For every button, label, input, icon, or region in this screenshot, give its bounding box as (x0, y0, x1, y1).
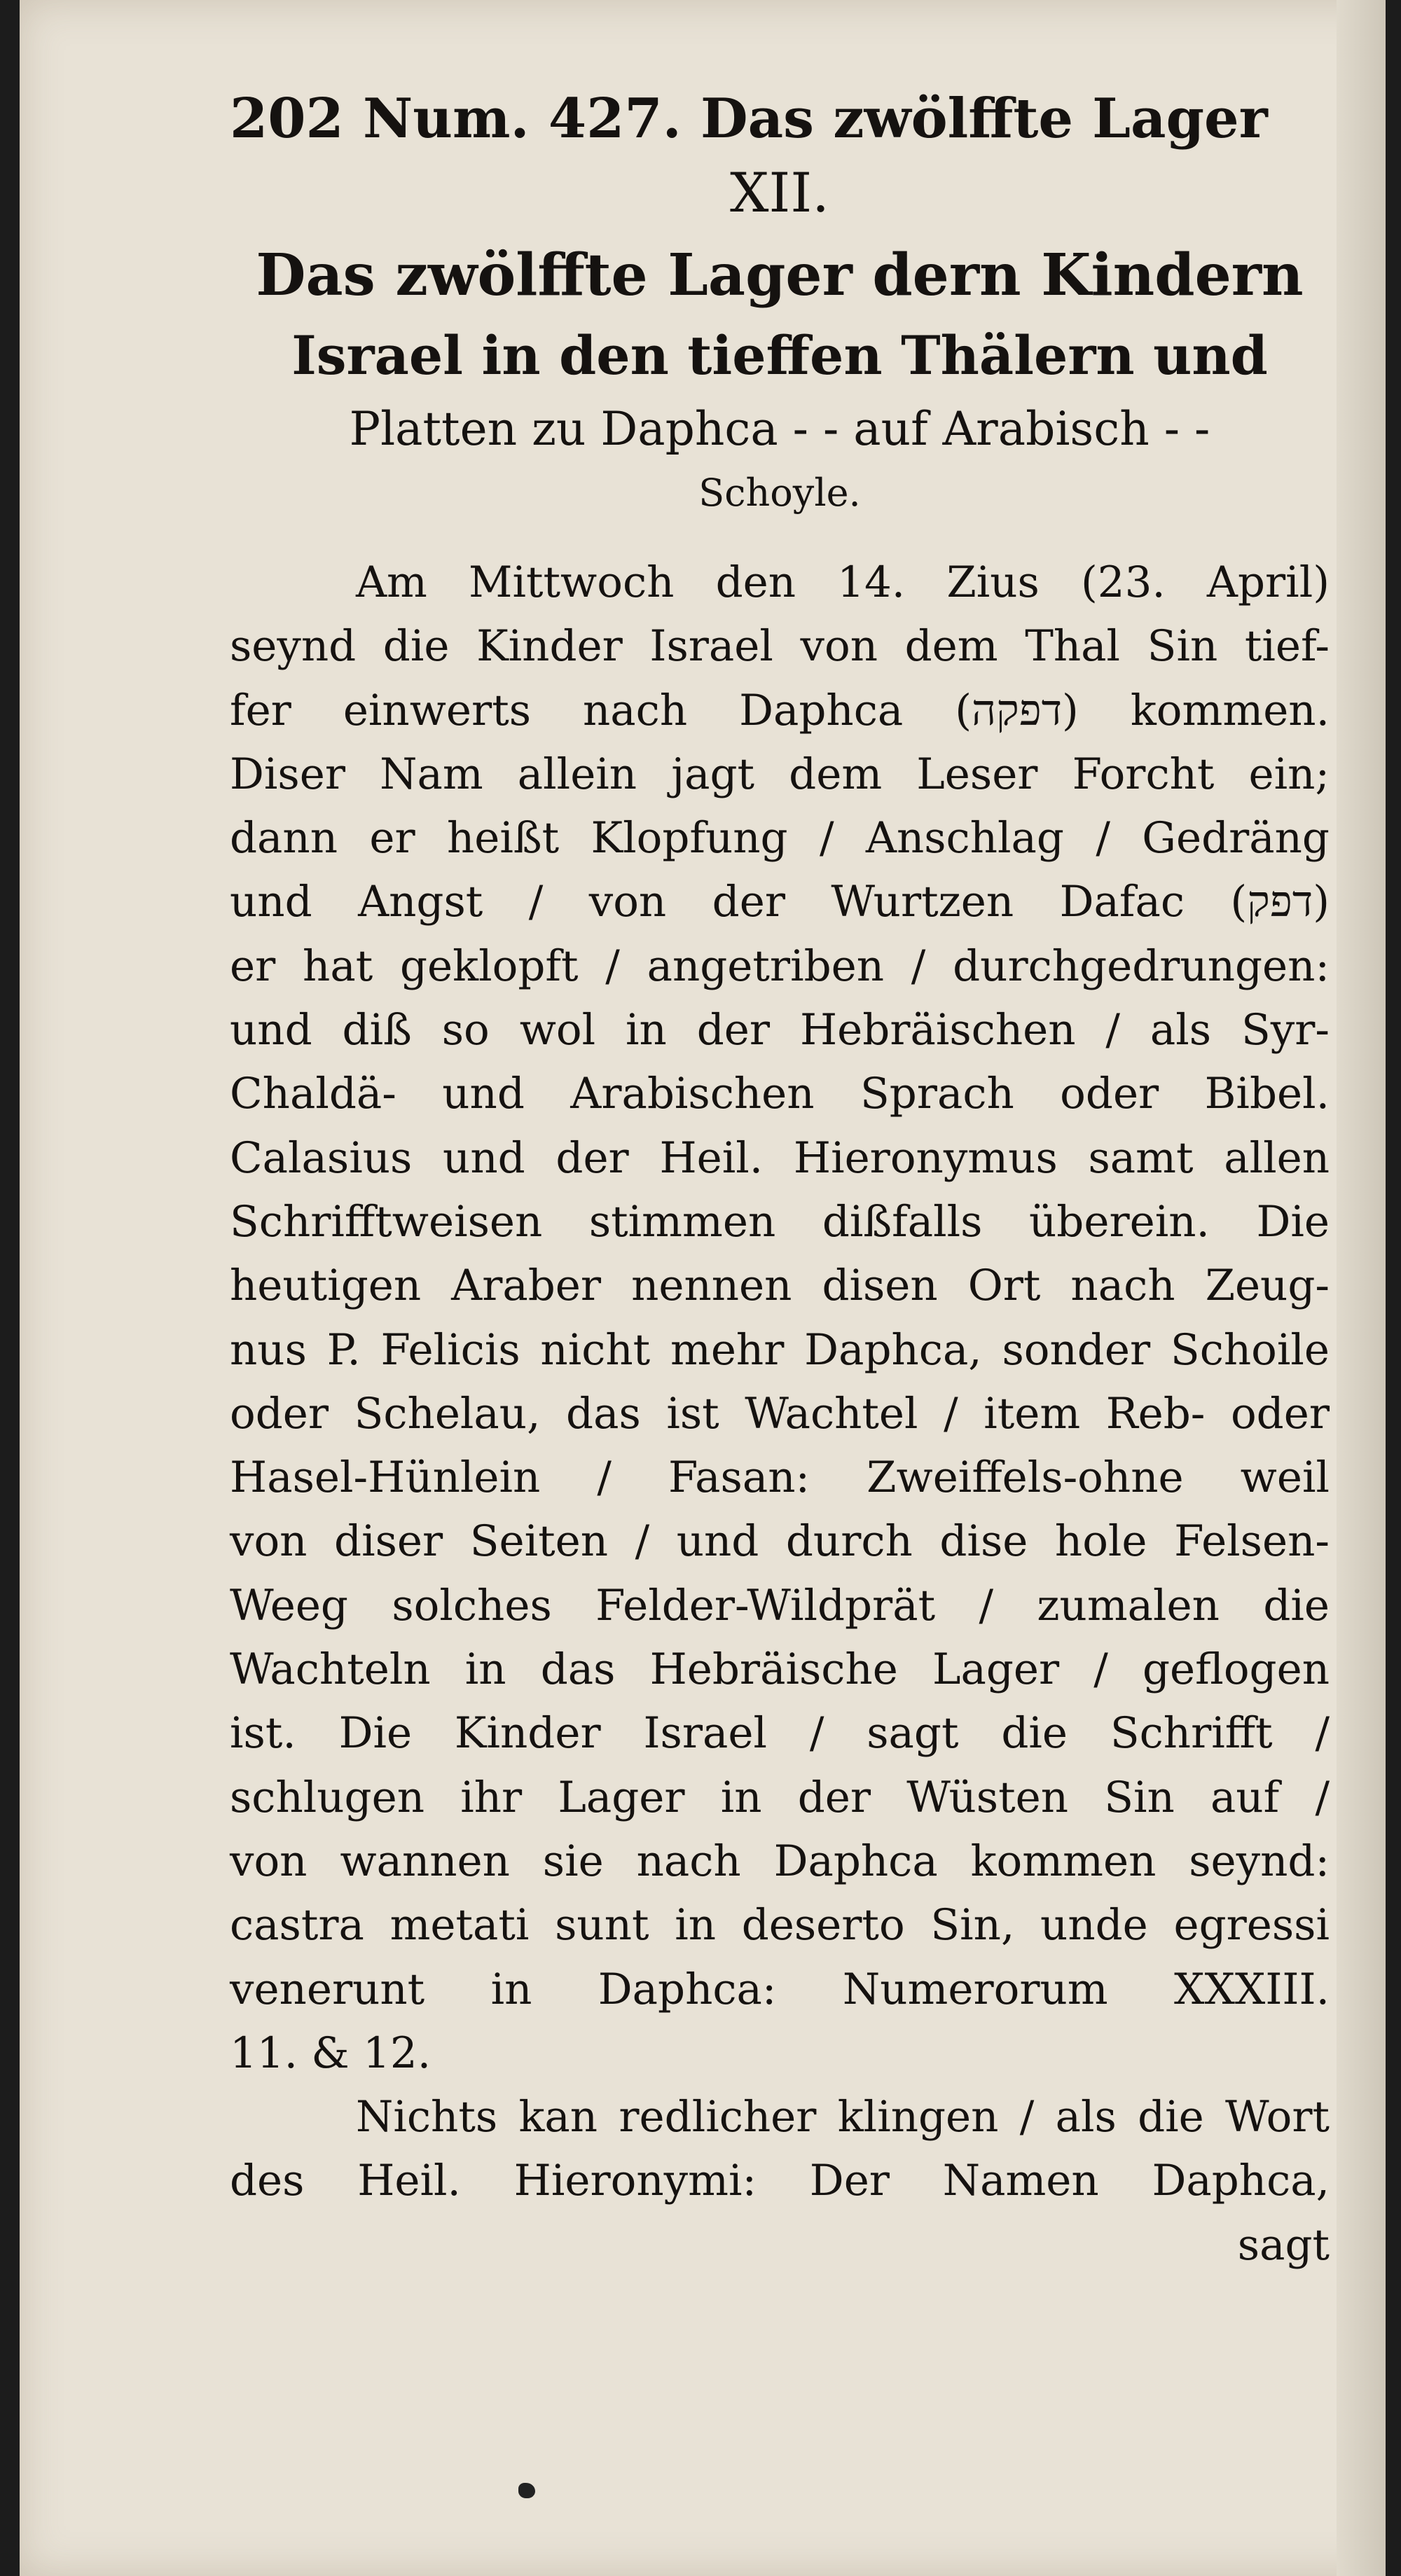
chapter-title-line: Schoyle. (698, 471, 861, 515)
section-number: XII. (730, 162, 829, 225)
text-line: heutigen Araber nennen disen Ort nach Zeug- (230, 1261, 1330, 1311)
text-line: Chaldä- und Arabischen Sprach oder Bibel. (230, 1069, 1330, 1119)
text-line: von wannen sie nach Daphca kommen seynd: (230, 1836, 1330, 1886)
text-block (230, 84, 1330, 2277)
text-line: des Heil. Hieronymi: Der Namen Daphca, (230, 2156, 1330, 2206)
body-text (230, 550, 1330, 2277)
text-line: castra metati sunt in deserto Sin, unde egressi (230, 1900, 1330, 1951)
text-line: Weeg solches Felder-Wildprät / zumalen die (230, 1580, 1330, 1630)
text-line: Hasel-Hünlein / Fasan: Zweiffels-ohne weil (230, 1453, 1330, 1503)
text-line: seynd die Kinder Israel von dem Thal Sin tief- (230, 621, 1330, 672)
running-head: 202 Num. 427. Das zwölffte Lager (230, 87, 1268, 151)
text-line: Calasius und der Heil. Hieronymus samt allen (230, 1133, 1330, 1183)
text-line: nus P. Felicis nicht mehr Daphca, sonder Schoile (230, 1324, 1330, 1375)
book-page (20, 0, 1386, 2576)
text-line: von diser Seiten / und durch dise hole Felsen- (230, 1516, 1330, 1567)
text-line: und diß so wol in der Hebräischen / als Syr- (230, 1005, 1330, 1055)
text-line: er hat geklopft / angetriben / durchgedrungen: (230, 941, 1330, 991)
chapter-title-line: Platten zu Daphca - - auf Arabisch - - (349, 402, 1210, 456)
text-line: 11. & 12. (230, 2028, 432, 2078)
chapter-title-line: Israel in den tieffen Thälern und (291, 324, 1268, 387)
text-line: Diser Nam allein jagt dem Leser Forcht ein; (230, 749, 1330, 799)
text-line: und Angst / von der Wurtzen Dafac (דפק) (230, 877, 1330, 927)
text-line: venerunt in Daphca: Numerorum XXXIII. (230, 1964, 1330, 2014)
text-line: schlugen ihr Lager in der Wüsten Sin auf / (230, 1772, 1330, 1822)
text-line: fer einwerts nach Daphca (דפקה) kommen. (230, 685, 1330, 735)
ink-blot (518, 2483, 535, 2498)
text-line: dann er heißt Klopfung / Anschlag / Gedräng (230, 813, 1330, 864)
text-line: Schrifftweisen stimmen dißfalls überein. Die (230, 1196, 1330, 1247)
text-line: oder Schelau, das ist Wachtel / item Reb- oder (230, 1388, 1330, 1439)
chapter-title-line: Das zwölffte Lager dern Kindern (256, 242, 1304, 309)
text-line: Wachteln in das Hebräische Lager / geflogen (230, 1644, 1330, 1695)
catchword: sagt (1237, 2220, 1330, 2270)
text-line: Nichts kan redlicher klingen / als die Wort (356, 2092, 1330, 2142)
text-line: ist. Die Kinder Israel / sagt die Schrifft / (230, 1708, 1330, 1759)
text-line: Am Mittwoch den 14. Zius (23. April) (356, 558, 1330, 607)
page-gutter (1337, 0, 1386, 2576)
